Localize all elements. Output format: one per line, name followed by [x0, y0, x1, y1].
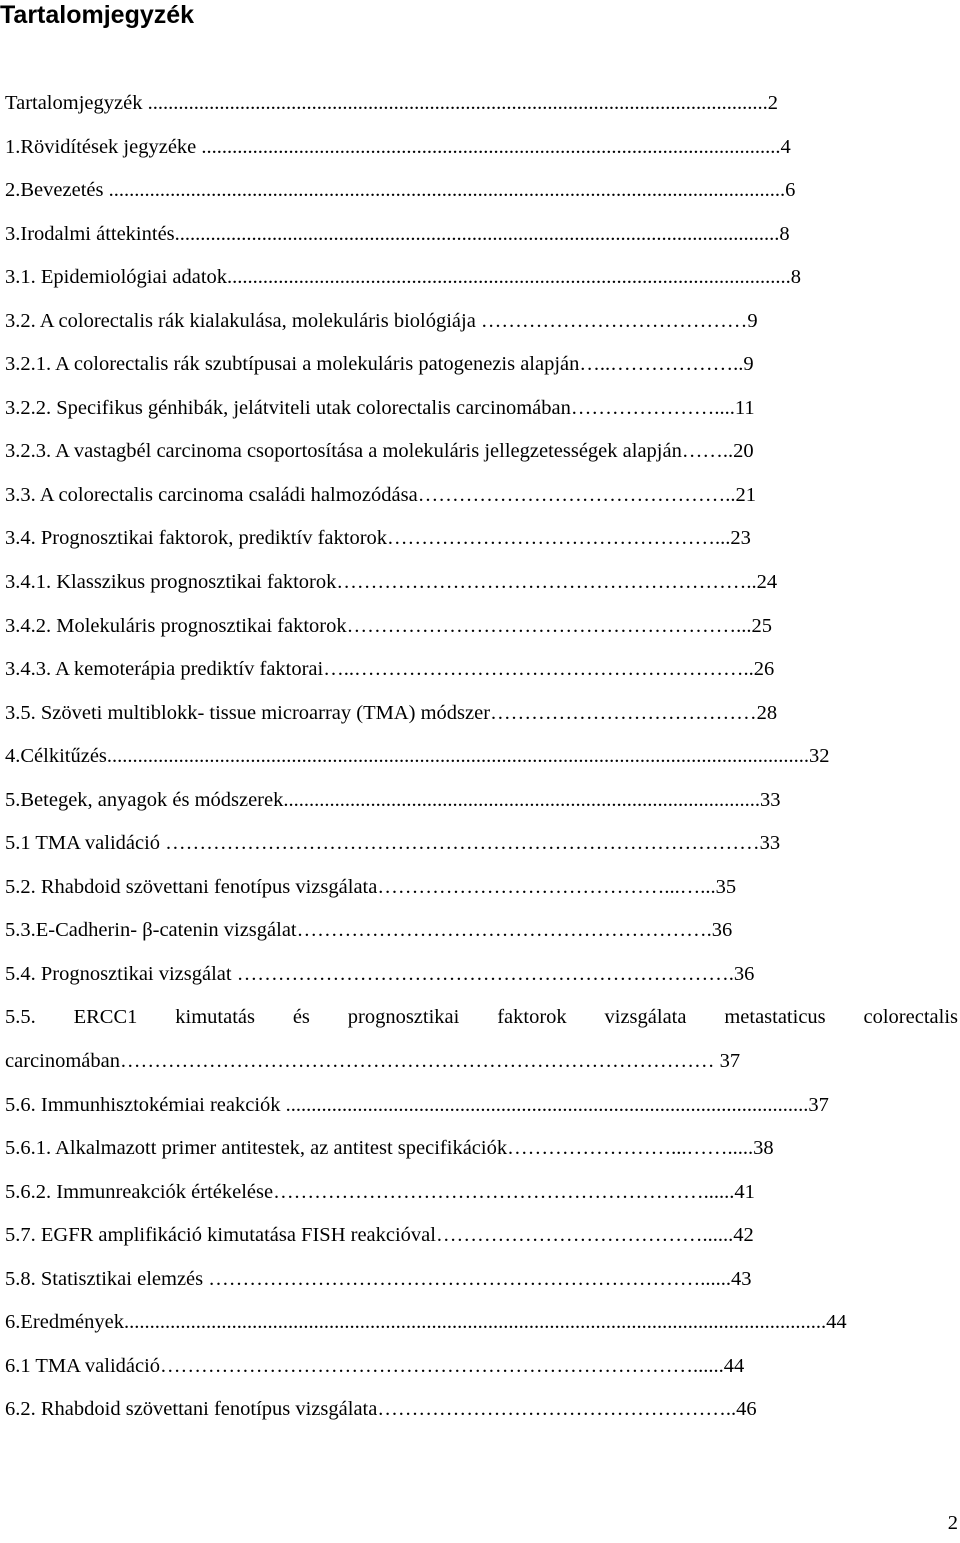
toc-entry[interactable]: 2.Bevezetés ....................................................................................................................................6: [5, 179, 796, 202]
toc-entry[interactable]: 5.7. EGFR amplifikáció kimutatása FISH reakcióval…………………………………......42: [5, 1224, 754, 1247]
toc-entry[interactable]: 5.6.2. Immunreakciók értékelése………………………………………………………......41: [5, 1180, 755, 1203]
page-number: 2: [947, 1512, 958, 1534]
toc-entry[interactable]: 5.1 TMA validáció ……………………………………………………………………………33: [5, 832, 781, 855]
toc-entry[interactable]: 3.1. Epidemiológiai adatok..............................................................................................................8: [5, 266, 802, 289]
toc-entry[interactable]: 6.Eredmények.........................................................................................................................................44: [5, 1311, 847, 1334]
toc-entry-wrapped[interactable]: [5, 1002, 958, 1089]
toc-entry[interactable]: 3.4. Prognosztikai faktorok, prediktív faktorok…………………………………………...23: [5, 527, 751, 550]
toc-entry[interactable]: 5.6.1. Alkalmazott primer antitestek, az antitest specifikációk……………………...…….....38: [5, 1137, 774, 1160]
toc-entry[interactable]: 3.4.2. Molekuláris prognosztikai faktorok…………………………………………………...25: [5, 614, 772, 637]
toc-entry[interactable]: 5.8. Statisztikai elemzés ………………………………………………………………......43: [5, 1267, 752, 1290]
toc-entry[interactable]: 6.2. Rhabdoid szövettani fenotípus vizsgálata……………………………………………..46: [5, 1398, 757, 1421]
toc-entry[interactable]: 5.3.E-Cadherin- β-catenin vizsgálat…………………………………………………….36: [5, 919, 733, 942]
toc-entry[interactable]: 3.4.1. Klasszikus prognosztikai faktorok……………………………………………………..24: [5, 571, 778, 594]
table-of-contents: [5, 88, 958, 1438]
toc-entry[interactable]: 3.2.1. A colorectalis rák szubtípusai a molekuláris patogenezis alapján…..………………..9: [5, 353, 754, 376]
toc-entry-line: carcinomában…………………………………………………………………………… 37: [5, 1050, 741, 1073]
toc-entry[interactable]: 5.6. Immunhisztokémiai reakciók ......................................................................................................37: [5, 1093, 829, 1116]
toc-entry-line: 5.5. ERCC1 kimutatás és prognosztikai faktorok vizsgálata metastaticus colorectalis: [5, 1006, 958, 1029]
toc-entry[interactable]: 5.Betegek, anyagok és módszerek.............................................................................................33: [5, 788, 781, 811]
toc-entry[interactable]: 6.1 TMA validáció……………………………………………………………………......44: [5, 1354, 745, 1377]
toc-entry[interactable]: 3.3. A colorectalis carcinoma családi halmozódása………………………………………..21: [5, 483, 756, 506]
toc-entry[interactable]: 3.2.3. A vastagbél carcinoma csoportosítása a molekuláris jellegzetességek alapján……..20: [5, 440, 754, 463]
toc-entry[interactable]: 3.2. A colorectalis rák kialakulása, molekuláris biológiája …………………………………9: [5, 309, 758, 332]
toc-entry[interactable]: 3.2.2. Specifikus génhibák, jelátviteli utak colorectalis carcinomában…………………....11: [5, 396, 755, 419]
toc-entry[interactable]: 3.5. Szöveti multiblokk- tissue microarray (TMA) módszer…………………………………28: [5, 701, 778, 724]
toc-entry[interactable]: 4.Célkitűzés.........................................................................................................................................32: [5, 745, 830, 768]
toc-entry[interactable]: 5.4. Prognosztikai vizsgálat ……………………………………………………………….36: [5, 962, 755, 985]
toc-entry[interactable]: 3.4.3. A kemoterápia prediktív faktorai…..…………………………………………………..26: [5, 658, 775, 681]
toc-entry[interactable]: Tartalomjegyzék .........................................................................................................................2: [5, 92, 778, 114]
toc-entry[interactable]: 3.Irodalmi áttekintés......................................................................................................................8: [5, 222, 790, 245]
page-title: Tartalomjegyzék: [0, 1, 195, 29]
toc-entry[interactable]: 5.2. Rhabdoid szövettani fenotípus vizsgálata……………………………………...…...35: [5, 875, 737, 898]
toc-entry[interactable]: 1.Rövidítések jegyzéke .................................................................................................................4: [5, 135, 791, 158]
